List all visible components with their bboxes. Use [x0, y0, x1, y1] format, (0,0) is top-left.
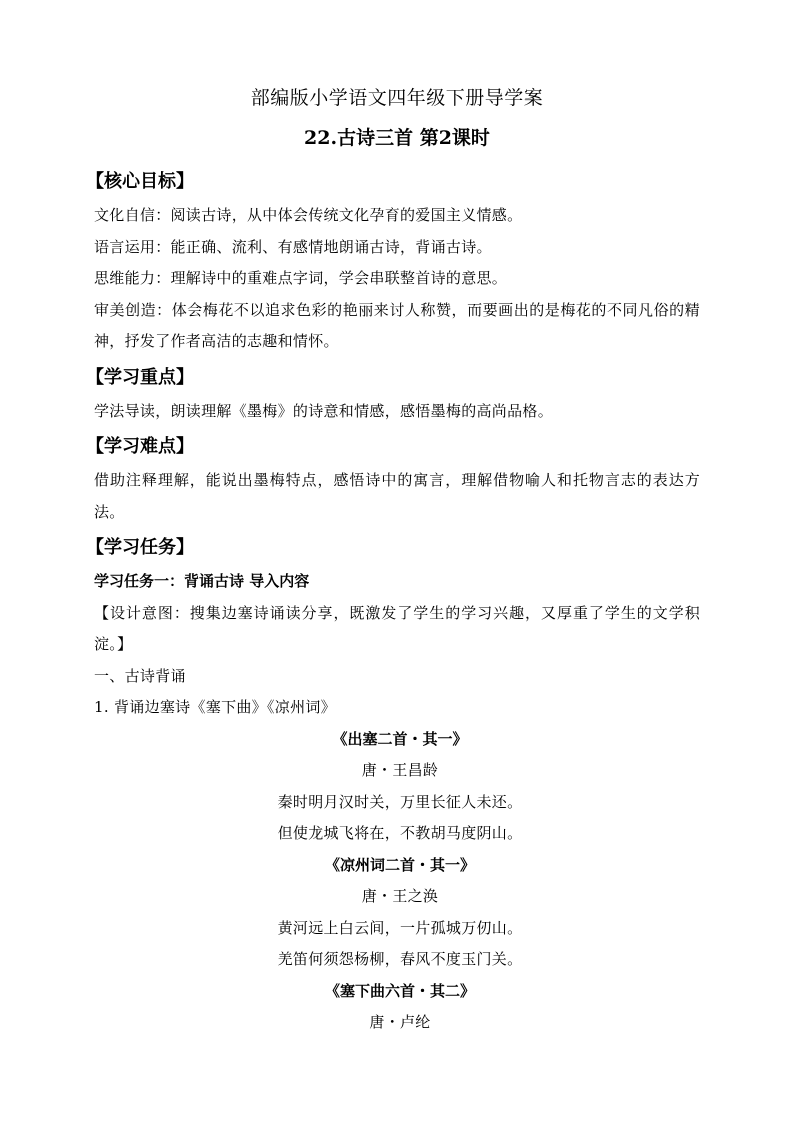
- item-one-text: 1. 背诵边塞诗《塞下曲》《凉州词》: [94, 698, 336, 716]
- design-intent: 【设计意图：搜集边塞诗诵读分享，既激发了学生的学习兴趣，又厚重了学生的文学积淀。】: [94, 603, 700, 653]
- key-point-text: 学法导读，朗读理解《墨梅》的诗意和情感，感悟墨梅的高尚品格。: [94, 401, 554, 420]
- section-tasks: [86, 530, 700, 1039]
- difficulty-text: 借助注释理解，能说出墨梅特点，感悟诗中的寓言，理解借物喻人和托物言志的表达方法。: [94, 471, 700, 521]
- poem-author: 唐・卢纶: [369, 1013, 431, 1031]
- section-key-points: [86, 360, 700, 428]
- goal-language-use: 语言运用：能正确、流利、有感情地朗诵古诗，背诵古诗。: [94, 237, 492, 256]
- poem-sai-xia-qu: [100, 976, 700, 1039]
- poem-title: 《凉州词二首・其一》: [324, 855, 475, 874]
- section-heading-tasks: 【学习任务】: [86, 537, 194, 558]
- poem-line: 但使龙城飞将在，不教胡马度阴山。: [277, 824, 523, 842]
- poem-title: 《塞下曲六首・其二》: [324, 981, 475, 1000]
- part-one-heading: 一、古诗背诵: [94, 666, 186, 685]
- poem-line: 羌笛何须怨杨柳，春风不度玉门关。: [277, 950, 523, 968]
- lesson-title: 22.古诗三首 第2课时: [304, 127, 490, 149]
- task-one-title: 学习任务一：背诵古诗 导入内容: [94, 572, 310, 590]
- goal-cultural-confidence: 文化自信：阅读古诗，从中体会传统文化孕育的爱国主义情感。: [94, 206, 523, 224]
- document-body: [86, 162, 700, 1039]
- poem-liang-zhou-ci: [100, 850, 700, 976]
- section-heading-core-goals: 【核心目标】: [86, 171, 194, 192]
- document-title: 部编版小学语文四年级下册导学案: [250, 87, 544, 109]
- goal-aesthetic-creation: 审美创造：体会梅花不以追求色彩的艳丽来讨人称赞，而要画出的是梅花的不同凡俗的精神，抒发了作者高洁的志趣和情怀。: [94, 300, 700, 350]
- poem-line: 黄河远上白云间，一片孤城万仞山。: [277, 918, 523, 937]
- poem-author: 唐・王之涣: [361, 887, 439, 905]
- poem-chu-sai: [100, 724, 700, 850]
- section-heading-difficulties: 【学习难点】: [86, 436, 194, 457]
- poem-author: 唐・王昌龄: [361, 761, 439, 779]
- section-heading-key-points: 【学习重点】: [86, 366, 194, 388]
- section-difficulties: [86, 429, 700, 528]
- poem-title: 《出塞二首・其一》: [332, 729, 468, 748]
- section-core-goals: [86, 164, 700, 358]
- goal-thinking-ability: 思维能力：理解诗中的重难点字词，学会串联整首诗的意思。: [94, 269, 508, 287]
- poem-line: 秦时明月汉时关，万里长征人未还。: [277, 792, 523, 811]
